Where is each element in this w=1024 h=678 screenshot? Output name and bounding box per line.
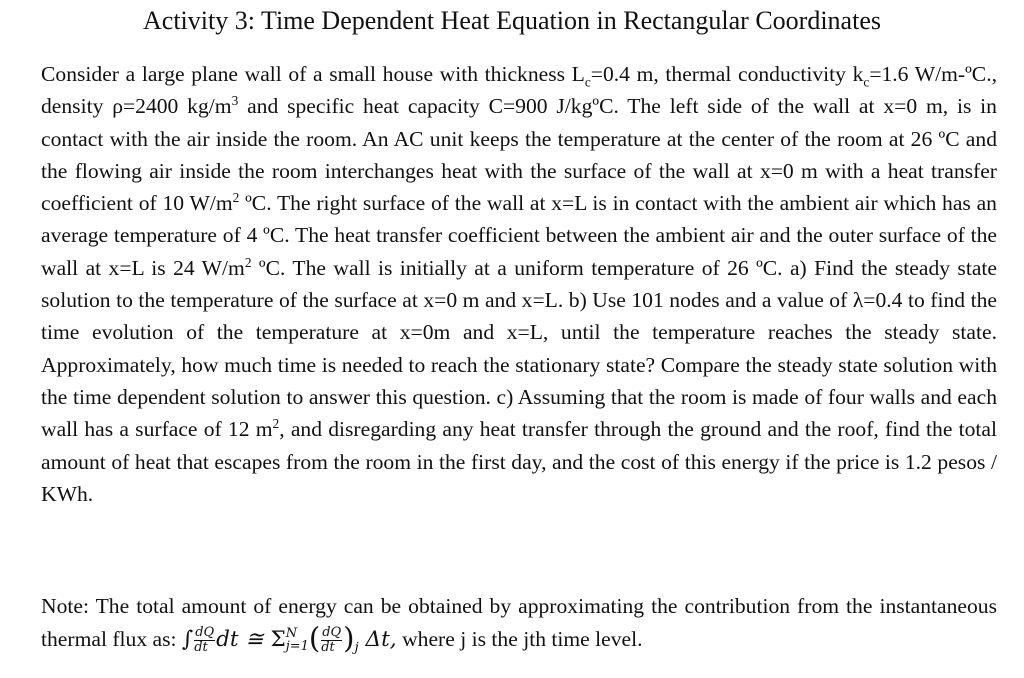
note-intro: Note: The total amount of energy can be obtained by approximating the contribution from the instantaneous thermal flux as:	[41, 594, 997, 652]
energy-formula	[181, 621, 397, 656]
delta-t: Δt,	[358, 627, 397, 653]
superscript-2: 2	[272, 416, 280, 432]
statement-text-3: =1.6 W/m-ºC., density ρ=2400 kg/m	[41, 62, 997, 119]
paren-close: )	[343, 621, 355, 656]
statement-text-2: =0.4 m, thermal conductivity k	[590, 62, 864, 86]
dq-dt-fraction	[321, 626, 342, 654]
superscript-2: 2	[244, 254, 252, 270]
fraction-numerator: dQ	[195, 625, 215, 641]
subscript-c: c	[584, 74, 591, 90]
integral-sign: ∫	[181, 627, 194, 653]
fraction-numerator: dQ	[322, 625, 342, 641]
statement-text-4: and specific heat capacity C=900 J/kgºC. The left side of the wall at x=0 m, is in contact with the air inside the room. An AC unit keeps the temperature at the center of the room at 26 ºC and the flowing air inside the room interchanges heat with the surface of the wall at x=0 m with a heat transfer coefficient of 10 W/m	[41, 94, 997, 216]
dt-approx: dt ≅	[216, 627, 271, 653]
sum-sign: Σ	[270, 627, 286, 653]
superscript-2: 2	[232, 190, 240, 205]
fraction-denominator: dt	[194, 639, 208, 655]
statement-text-1: Consider a large plane wall of a small house with thickness L	[41, 62, 585, 86]
statement-text-6: ºC. The wall is initially at a uniform temperature of 26 ºC. a) Find the steady state solution to the temperature of the surface at x=0 m and x=L. b) Use 101 nodes and a value of λ=0.4 to find the time evolution of the temperature at x=0m and x=L, until the temperature reaches the steady state. Approximately, how much time is needed to reach the stationary state? Compare the steady state solution with the time dependent solution to answer this question. c) Assuming that the room is made of four walls and each wall has a surface of 12 m	[41, 255, 998, 442]
paren-open: (	[308, 621, 321, 656]
subscript-j: j	[354, 640, 359, 656]
subscript-c: c	[863, 74, 870, 90]
statement-text-5: ºC. The right surface of the wall at x=L is in contact with the ambient air which has an average temperature of 4 ºC. The heat transfer coefficient between the ambient air and the outer surface of the wall at x=L is 24 W/m	[41, 191, 997, 280]
activity-title: Activity 3: Time Dependent Heat Equation in Rectangular Coordinates	[143, 6, 881, 35]
statement-text-7: , and disregarding any heat transfer through the ground and the roof, find the total amount of heat that escapes from the room in the first day, and the cost of this energy if the price is 1.2 pesos / KWh.	[41, 417, 997, 506]
dq-dt-fraction	[194, 626, 215, 654]
fraction-denominator: dt	[321, 639, 335, 655]
note-tail: where j is the jth time level.	[396, 627, 643, 652]
problem-statement	[41, 58, 997, 510]
note-paragraph	[41, 590, 997, 657]
sum-limits	[286, 628, 309, 654]
superscript-3: 3	[231, 93, 239, 109]
sum-lower-limit: j=1	[285, 639, 309, 655]
sum-upper-limit: N	[285, 626, 298, 642]
